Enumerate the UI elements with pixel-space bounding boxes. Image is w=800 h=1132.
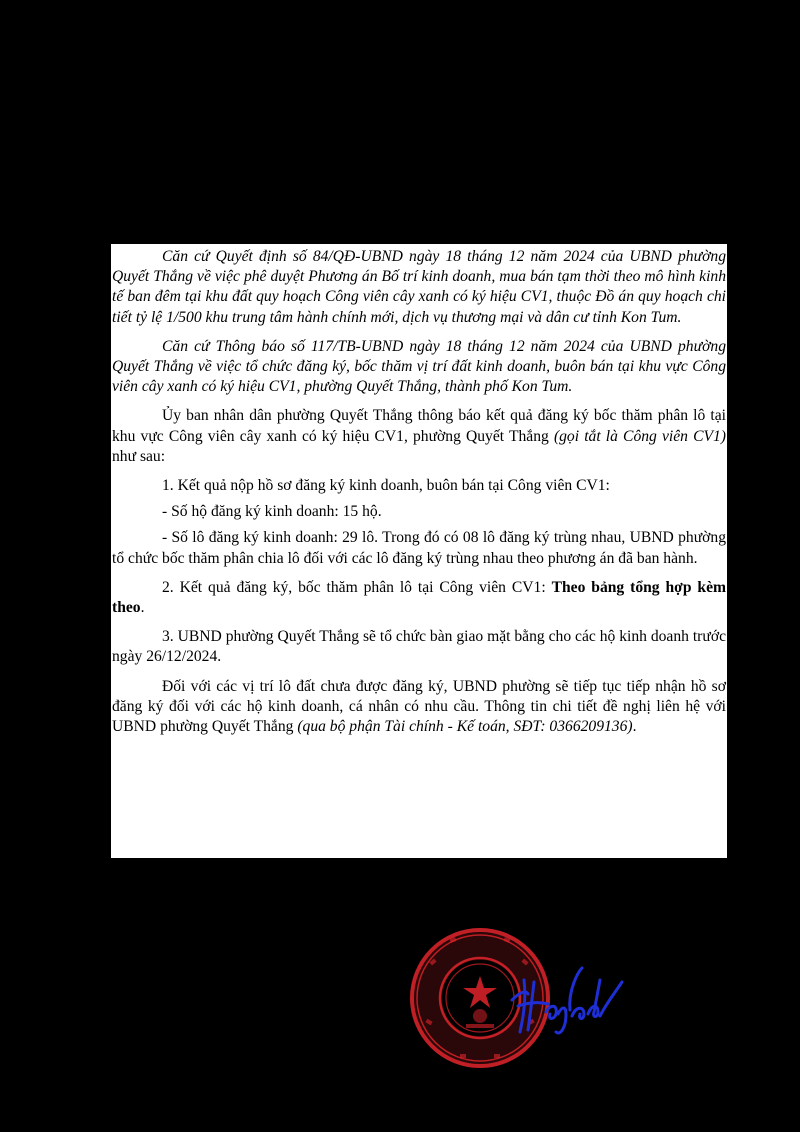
- paragraph-legal-basis-notice: Căn cứ Thông báo số 117/TB-UBND ngày 18 tháng 12 năm 2024 của UBND phường Quyết Thắng về việc tổ chức đăng ký, bốc thăm vị trí đất kinh doanh, buôn bán tại khu vực Công viên cây xanh có ký hiệu CV1, phường Quyết Thắng, thành phố Kon Tum.: [112, 337, 726, 396]
- official-seal-icon: [400, 920, 640, 1080]
- item-1-heading: 1. Kết quả nộp hồ sơ đăng ký kinh doanh, buôn bán tại Công viên CV1:: [162, 477, 610, 495]
- item-2-end: .: [140, 599, 145, 617]
- item-2-text: 2. Kết quả đăng ký, bốc thăm phân lô tại Công viên CV1:: [162, 578, 552, 596]
- item-3: 3. UBND phường Quyết Thắng sẽ tổ chức bàn giao mặt bằng cho các hộ kinh doanh trước ngày 26/12/2024.: [112, 628, 726, 666]
- paragraph-legal-basis-decision: Căn cứ Quyết định số 84/QĐ-UBND ngày 18 tháng 12 năm 2024 của UBND phường Quyết Thắng về việc phê duyệt Phương án Bố trí kinh doanh, mua bán tạm thời theo mô hình kinh tế ban đêm tại khu đất quy hoạch Công viên cây xanh có ký hiệu CV1, thuộc Đồ án quy hoạch chi tiết tỷ lệ 1/500 khu trung tâm hành chính mới, dịch vụ thương mại và dân cư tỉnh Kon Tum.: [112, 248, 726, 326]
- item-1a-households: - Số hộ đăng ký kinh doanh: 15 hộ.: [162, 503, 382, 521]
- item-2-bold: Theo bảng tổng hợp kèm theo: [112, 578, 726, 617]
- document-body: [112, 247, 726, 746]
- document-page: [111, 244, 727, 858]
- closing-end: .: [632, 718, 637, 736]
- closing-contact: (qua bộ phận Tài chính - Kế toán, SĐT: 0366209136): [297, 718, 633, 736]
- item-1b-lots: - Số lô đăng ký kinh doanh: 29 lô. Trong đó có 08 lô đăng ký trùng nhau, UBND phường tổ chức bốc thăm phân chia lô đối với các lô đăng ký trùng nhau theo phương án đã ban hành.: [112, 529, 726, 567]
- closing-text: Đối với các vị trí lô đất chưa được đăng ký, UBND phường sẽ tiếp tục tiếp nhận hồ sơ đăng ký đối với các hộ kinh doanh, cá nhân có nhu cầu. Thông tin chi tiết đề nghị liên hệ với UBND phường Quyết Thắng: [112, 677, 726, 736]
- paragraph-announcement: [112, 406, 726, 467]
- announcement-abbreviation: (gọi tắt là Công viên CV1): [553, 427, 726, 445]
- announcement-text: Ủy ban nhân dân phường Quyết Thắng thông báo kết quả đăng ký bốc thăm phân lô tại khu vực Công viên cây xanh có ký hiệu CV1, phường Quyết Thắng: [112, 407, 726, 445]
- announcement-end: như sau:: [112, 447, 166, 465]
- stamp-and-signature: [400, 920, 640, 1080]
- item-2: [112, 578, 726, 618]
- paragraph-closing: [112, 677, 726, 738]
